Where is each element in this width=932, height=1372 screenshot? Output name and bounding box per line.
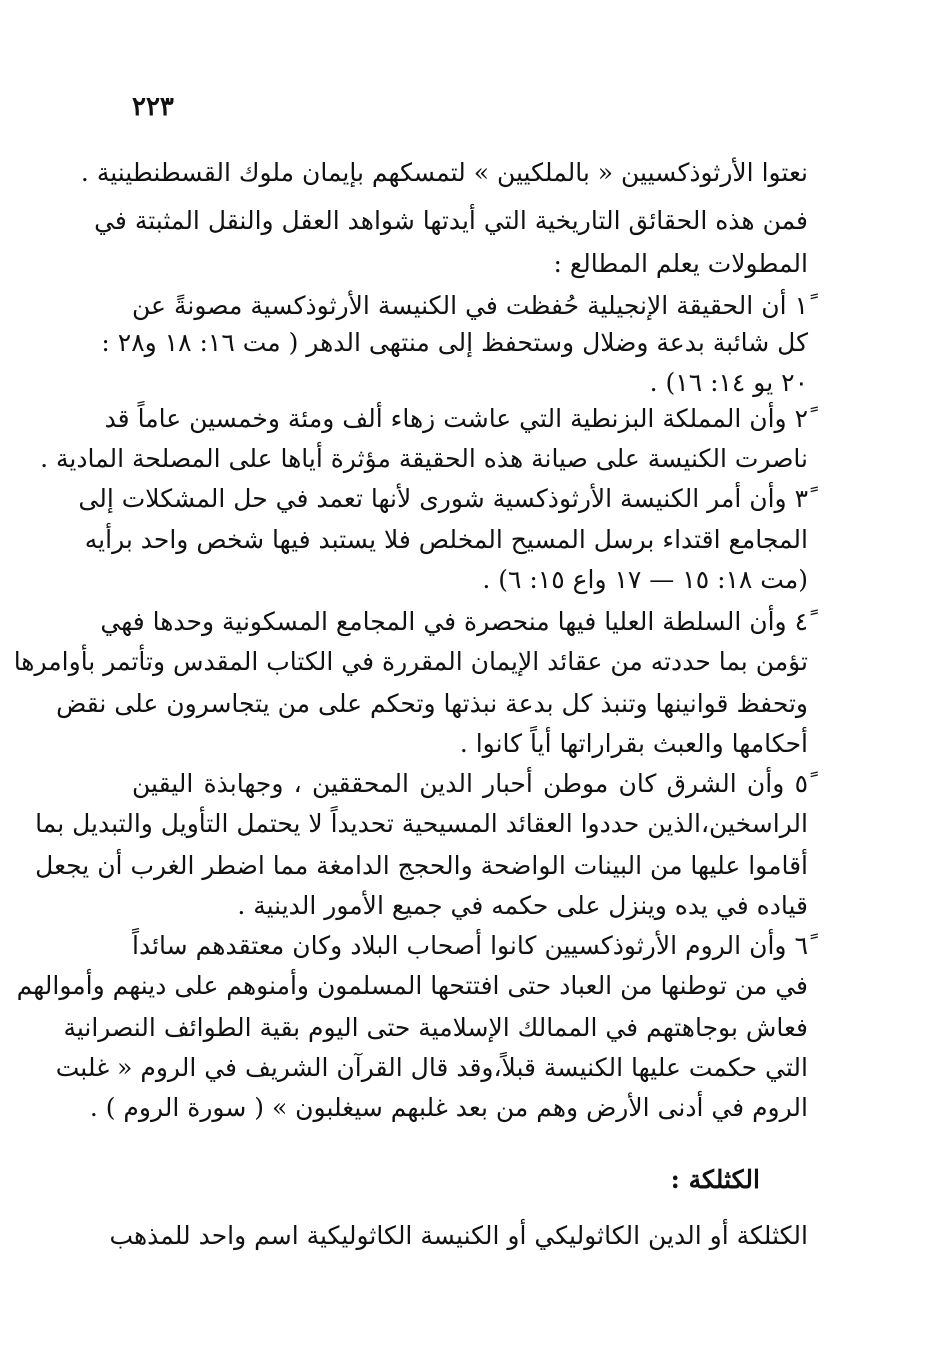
text-line: المجامع اقتداء برسل المسيح المخلص فلا يستبد فيها شخص واحد برأيه <box>84 525 808 554</box>
text-line: ناصرت الكنيسة على صيانة هذه الحقيقة مؤثرة أياها على المصلحة المادية . <box>40 444 808 473</box>
text-line: (مت ١٨: ١٥ — ١٧ واع ١٥: ٦) . <box>482 565 808 594</box>
section-heading: الكثلكة : <box>670 1165 760 1194</box>
text-line: المطولات يعلم المطالع : <box>553 249 808 278</box>
page-number: ٢٢٣ <box>132 92 174 122</box>
text-line: التي حكمت عليها الكنيسة قبلاً،وقد قال القرآن الشريف في الروم « غلبت <box>55 1053 808 1082</box>
text-line: وتحفظ قوانينها وتنبذ كل بدعة نبذتها وتحكم على من يتجاسرون على نقض <box>56 689 808 718</box>
text-line: في من توطنها من العباد حتى افتتحها المسلمون وأمنوهم على دينهم وأموالهم <box>16 971 808 1000</box>
text-line: الكثلكة أو الدين الكاثوليكي أو الكنيسة الكاثوليكية اسم واحد للمذهب <box>109 1221 808 1250</box>
text-line: كل شائبة بدعة وضلال وستحفظ إلى منتهى الدهر ( مت ١٦: ١٨ و٢٨ : <box>101 328 808 357</box>
text-line: أحكامها والعبث بقراراتها أياً كانوا . <box>459 729 808 758</box>
text-line: ٢ً وأن المملكة البزنطية التي عاشت زهاء ألف ومئة وخمسين عاماً قد <box>104 404 808 433</box>
text-line: ٤ً وأن السلطة العليا فيها منحصرة في المجامع المسكونية وحدها فهي <box>100 607 808 636</box>
text-line: الروم في أدنى الأرض وهم من بعد غلبهم سيغلبون » ( سورة الروم ) . <box>89 1093 808 1122</box>
text-line: قياده في يده وينزل على حكمه في جميع الأمور الدينية . <box>237 891 808 920</box>
text-line: فعاش بوجاهتهم في الممالك الإسلامية حتى اليوم بقية الطوائف النصرانية <box>63 1013 808 1042</box>
text-line: ٦ً وأن الروم الأرثوذكسيين كانوا أصحاب البلاد وكان معتقدهم سائداً <box>132 931 808 960</box>
text-line: فمن هذه الحقائق التاريخية التي أيدتها شواهد العقل والنقل المثبتة في <box>94 206 808 235</box>
text-line: ٥ً وأن الشرق كان موطن أحبار الدين المحققين ، وجهابذة اليقين <box>132 769 808 798</box>
text-line: تؤمن بما حددته من عقائد الإيمان المقررة في الكتاب المقدس وتأتمر بأوامرها <box>13 647 808 676</box>
text-line: أقاموا عليها من البينات الواضحة والحجج الدامغة مما اضطر الغرب أن يجعل <box>35 851 808 880</box>
text-line: ٣ً وأن أمر الكنيسة الأرثوذكسية شورى لأنها تعمد في حل المشكلات إلى <box>78 484 808 513</box>
text-line: ٢٠ يو ١٤: ١٦) . <box>649 368 808 397</box>
text-line: نعتوا الأرثوذكسيين « بالملكيين » لتمسكهم بإيمان ملوك القسطنطينية . <box>80 158 808 187</box>
text-line: الراسخين،الذين حددوا العقائد المسيحية تحديداً لا يحتمل التأويل والتبديل بما <box>35 809 808 838</box>
text-line: ١ً أن الحقيقة الإنجيلية حُفظت في الكنيسة الأرثوذكسية مصونةً عن <box>132 291 808 320</box>
